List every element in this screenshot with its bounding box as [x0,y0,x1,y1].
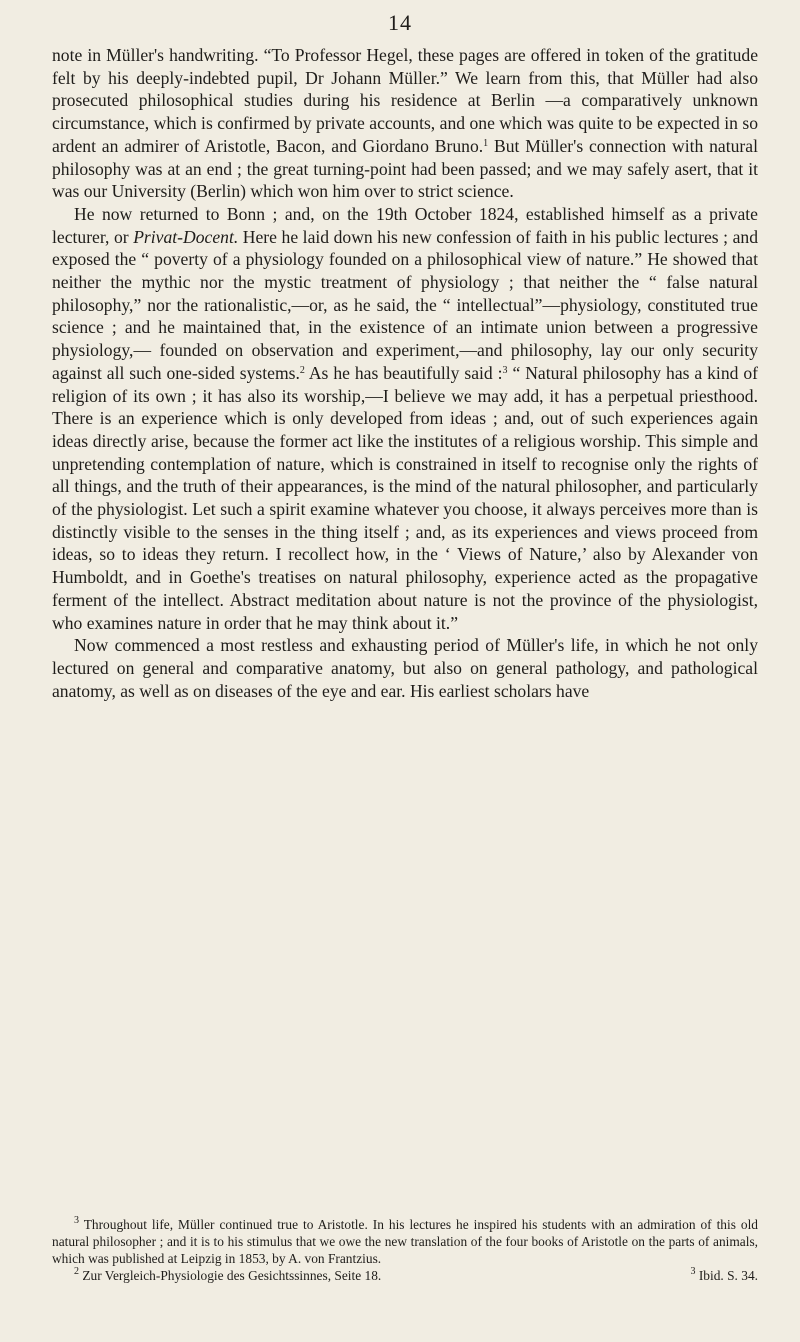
paragraph-1 [52,44,758,203]
footnote-2 [74,1267,381,1284]
paragraph-2-quote: “ Natural philosophy has a kind of religion of its own ; it has also its worship,—I believe we may add, it has a perpetual priesthood. There is an experience which is only developed from ideas ; and, out of such experiences again ideas directly arise, because the former act like the institutes of a religious worship. This simple and unpretending contemplation of nature, which is constrained in itself to recognise only the rights of all things, and the truth of their appearances, is the mind of the natural philosopher, and particularly of the physiologist. Let such a spirit examine whatever you choose, it always perceives more than is distinctly visible to the senses in the thing itself ; and, as its experiences and views proceed from ideas, so to ideas they return. I recollect how, in the ‘ Views of Nature,’ also by Alexander von Humboldt, and in Goethe's treatises on natural philosophy, experience acted as the propagative ferment of the intellect. Abstract meditation about nature is not the province of the physiologist, who examines nature in order that he may think about it.” [52,362,758,633]
footnote-1 [52,1216,758,1267]
page-number: 14 [388,10,412,35]
paragraph-1-text: note in Müller's handwriting. “To Professor Hegel, these pages are offered in token of the gratitude felt by his deeply-indebted pupil, Dr Johann Müller.” We learn from this, that Müller had also prosecuted philosophical studies during his residence at Berlin —a comparatively unknown circumstance, which is confirmed by private accounts, and one which was quite to be expected in so ardent an admirer of Aristotle, Bacon, and Giordano Bruno. [52,45,758,156]
footnote-ref: 3 [502,364,508,376]
footnote-mark: 3 [690,1266,696,1277]
paragraph-2 [52,203,758,634]
footnote-3-text: Ibid. S. 34. [698,1268,758,1283]
footnote-ref: 2 [299,364,305,376]
main-text [52,44,758,702]
footnote-2-text: Zur Vergleich-Physiologie des Gesichtssinnes, Seite 18. [82,1268,382,1283]
footnote-1-text: Throughout life, Müller continued true to Aristotle. In his lectures he inspired his students with an admiration of this old natural philosopher ; and it is to his stimulus that we owe the new translation of the four books of Aristotle on the parts of animals, which was published at Leipzig in 1853, by A. von Frantzius. [52,1217,758,1266]
paragraph-2-pre: He now returned to Bonn ; and, on the 19th October 1824, established himself as a private lecturer, or [52,203,758,247]
paragraph-3 [52,634,758,702]
paragraph-3-text: Now commenced a most restless and exhausting period of Müller's life, in which he not only lectured on general and comparative anatomy, but also on general pathology, and pathological anatomy, as well as on diseases of the eye and ear. His earliest scholars have [52,635,758,701]
paragraph-1-tail: But Müller's connection with natural philosophy was at an end ; the great turning-point had been passed; and we may safely asert, that it was our University (Berlin) which won him over to strict science. [52,135,758,202]
footnote-ref: 1 [483,137,489,149]
footnote-3 [690,1267,758,1284]
footnotes [52,1216,758,1284]
footnote-mark: 3 [74,1215,79,1226]
footnote-mark: 2 [74,1266,79,1277]
paragraph-2-mid: As he has beautifully said : [304,362,503,383]
paragraph-2-italic: Privat-Docent. [133,226,239,247]
footnote-2-row [52,1267,758,1284]
paragraph-2-post: Here he laid down his new confession of faith in his public lectures ; and exposed the “ poverty of a physiology founded on a philosophical view of nature.” He showed that neither the mythic nor the mystic treatment of physiology ; that neither the “ false natural philosophy,” nor the rationalistic,—or, as he said, the “ intellectual”—physiology, constituted true science ; and he maintained that, in the existence of an intimate union between a progressive physiology,— founded on observation and experiment,—and philosophy, lay our only security against all such one-sided systems. [52,226,758,383]
